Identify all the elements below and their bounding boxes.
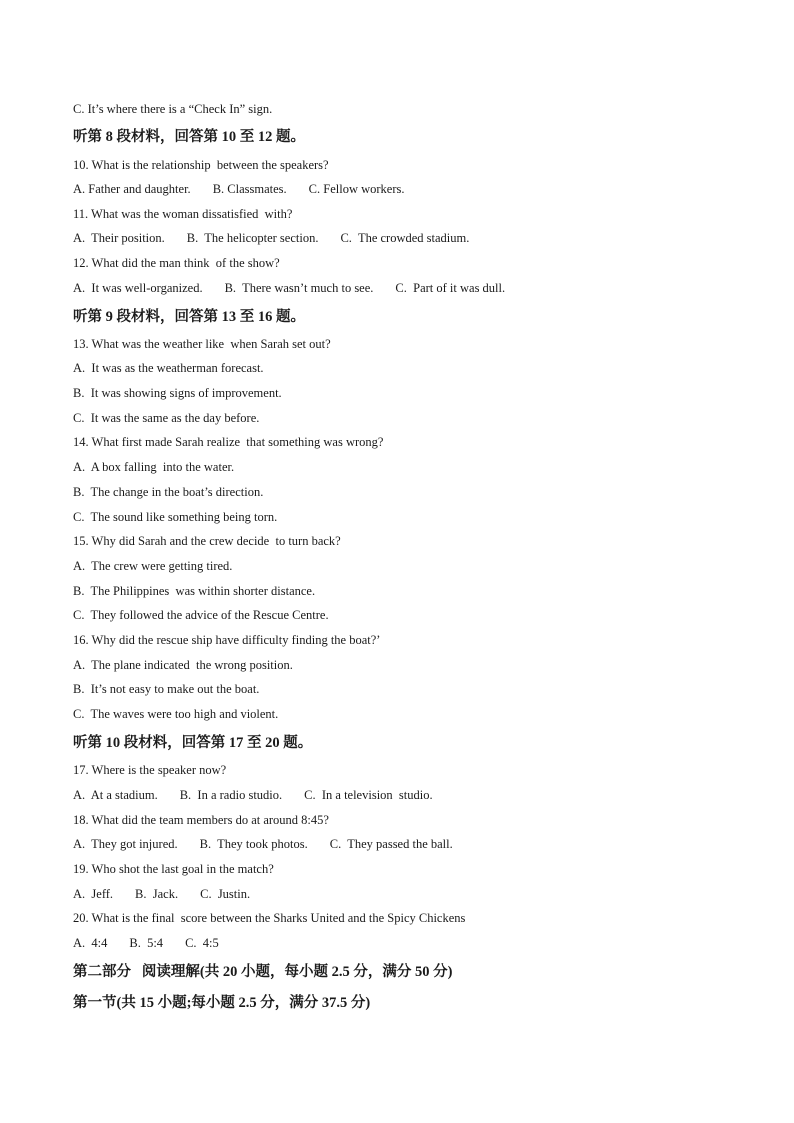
answer-line: A. The crew were getting tired. [73,559,233,573]
question-text: 19. Who shot the last goal in the match? [73,862,274,876]
answer-line: C. It’s where there is a “Check In” sign. [73,102,273,116]
answer-line: C. The waves were too high and violent. [73,707,279,721]
question-text: 17. Where is the speaker now? [73,763,227,777]
question-text: 12. What did the man think of the show? [73,256,280,270]
answer-option: C. 4:5 [185,936,219,950]
answer-option: B. They took photos. [199,837,308,851]
question-text: 15. Why did Sarah and the crew decide to turn back? [73,534,341,548]
question-text: 14. What first made Sarah realize that something was wrong? [73,435,384,449]
answer-options [73,181,404,197]
answer-option: A. Father and daughter. [73,182,191,196]
answer-line: B. It’s not easy to make out the boat. [73,682,260,696]
answer-option: C. The crowded stadium. [340,231,470,245]
answer-option: B. There wasn’t much to see. [224,281,374,295]
answer-line: C. It was the same as the day before. [73,411,260,425]
question-text: 10. What is the relationship between the speakers? [73,158,329,172]
answer-line: A. A box falling into the water. [73,460,235,474]
answer-option: B. The helicopter section. [186,231,319,245]
answer-options [73,787,433,803]
answer-line: B. It was showing signs of improvement. [73,386,282,400]
answer-option: C. Fellow workers. [308,182,405,196]
answer-option: A. 4:4 [73,936,108,950]
section-heading: 听第 8 段材料，回答第 10 至 12 题。 [73,129,305,145]
answer-option: C. In a television studio. [304,788,433,802]
question-text: 20. What is the final score between the Sharks United and the Spicy Chickens [73,911,466,925]
answer-line: A. It was as the weatherman forecast. [73,361,264,375]
answer-options [73,935,219,951]
answer-option: B. 5:4 [129,936,164,950]
answer-options [73,280,505,296]
answer-option: B. Classmates. [212,182,287,196]
answer-option: C. They passed the ball. [329,837,453,851]
answer-options [73,886,250,902]
answer-line: B. The Philippines was within shorter distance. [73,584,316,598]
answer-option: C. Part of it was dull. [395,281,506,295]
answer-option: A. They got injured. [73,837,178,851]
section-heading: 第二部分 阅读理解(共 20 小题，每小题 2.5 分，满分 50 分) [73,964,453,980]
question-text: 18. What did the team members do at around 8:45? [73,813,329,827]
answer-option: B. Jack. [135,887,179,901]
answer-option: A. Jeff. [73,887,114,901]
answer-option: A. It was well-organized. [73,281,203,295]
section-heading: 听第 9 段材料，回答第 13 至 16 题。 [73,309,305,325]
answer-line: C. They followed the advice of the Rescue Centre. [73,608,329,622]
section-heading: 第一节(共 15 小题;每小题 2.5 分，满分 37.5 分) [73,995,371,1011]
answer-options [73,230,469,246]
answer-line: B. The change in the boat’s direction. [73,485,264,499]
section-heading: 听第 10 段材料，回答第 17 至 20 题。 [73,735,313,751]
question-text: 11. What was the woman dissatisfied with? [73,207,293,221]
answer-option: B. In a radio studio. [179,788,283,802]
answer-line: C. The sound like something being torn. [73,510,278,524]
answer-options [73,836,453,852]
answer-option: A. At a stadium. [73,788,158,802]
question-text: 16. Why did the rescue ship have difficulty finding the boat?’ [73,633,381,647]
answer-line: A. The plane indicated the wrong position. [73,658,293,672]
answer-option: A. Their position. [73,231,165,245]
question-text: 13. What was the weather like when Sarah set out? [73,337,331,351]
answer-option: C. Justin. [200,887,251,901]
